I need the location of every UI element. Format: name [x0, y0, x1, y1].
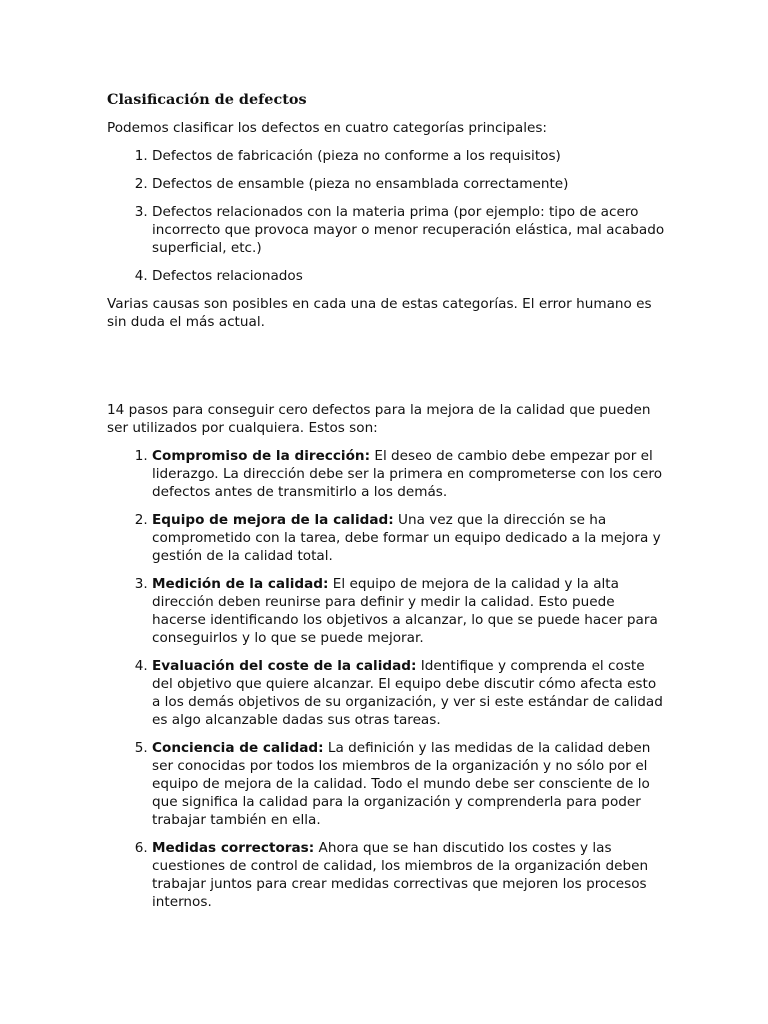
- step-heading: Conciencia de calidad:: [152, 740, 324, 756]
- list-item: [152, 447, 667, 501]
- list-item: [152, 575, 667, 647]
- section-closing: Varias causas son posibles en cada una de estas categorías. El error humano es sin duda el más actual.: [107, 296, 652, 330]
- step-heading: Medidas correctoras:: [152, 840, 315, 856]
- list-item: [152, 739, 667, 829]
- step-text: El equipo de mejora de la calidad y la alta dirección deben reunirse para definir y medir la calidad. Esto puede hacerse identificando los objetivos a alcanzar, lo que se puede hacer para conseguirlos y lo que se puede mejorar.: [152, 576, 658, 646]
- defect-category-list: [107, 147, 667, 285]
- step-text: Identifique y comprenda el coste del objetivo que quiere alcanzar. El equipo debe discutir cómo afecta esto a los demás objetivos de su organización, y ver si este estándar de calidad es algo alcanzable dadas sus otras tareas.: [152, 658, 663, 728]
- step-text: Una vez que la dirección se ha comprometido con la tarea, debe formar un equipo dedicado a la mejora y gestión de la calidad total.: [152, 512, 661, 564]
- list-item: [152, 839, 667, 911]
- list-item: 1. Defectos de fabricación (pieza no conforme a los requisitos): [152, 147, 667, 165]
- section-intro: Podemos clasificar los defectos en cuatro categorías principales:: [107, 120, 548, 136]
- spacer: [107, 341, 667, 401]
- list-item: 3. Defectos relacionados con la materia prima (por ejemplo: tipo de acero incorrecto que provoca mayor o menor recuperación elástica, mal acabado superficial, etc.): [152, 203, 667, 257]
- step-heading: Medición de la calidad:: [152, 576, 329, 592]
- step-text: Ahora que se han discutido los costes y las cuestiones de control de calidad, los miembros de la organización deben trabajar juntos para crear medidas correctivas que mejoren los procesos internos.: [152, 840, 649, 910]
- step-text: El deseo de cambio debe empezar por el liderazgo. La dirección debe ser la primera en comprometerse con los cero defectos antes de transmitirlo a los demás.: [152, 448, 663, 500]
- section-title: Clasificación de defectos: [107, 91, 307, 108]
- list-item: [152, 657, 667, 729]
- list-item: 4. Defectos relacionados: [152, 267, 667, 285]
- step-heading: Compromiso de la dirección:: [152, 448, 371, 464]
- list-item: [152, 511, 667, 565]
- steps-list: [107, 447, 667, 911]
- document-page: [107, 90, 667, 921]
- step-heading: Evaluación del coste de la calidad:: [152, 658, 417, 674]
- step-heading: Equipo de mejora de la calidad:: [152, 512, 394, 528]
- list-item: 2. Defectos de ensamble (pieza no ensamblada correctamente): [152, 175, 667, 193]
- steps-intro: 14 pasos para conseguir cero defectos para la mejora de la calidad que pueden ser utilizados por cualquiera. Estos son:: [107, 402, 651, 436]
- step-text: La definición y las medidas de la calidad deben ser conocidas por todos los miembros de la organización y no sólo por el equipo de mejora de la calidad. Todo el mundo debe ser consciente de lo que significa la calidad para la organización y comprenderla para poder trabajar también en ella.: [152, 740, 651, 828]
